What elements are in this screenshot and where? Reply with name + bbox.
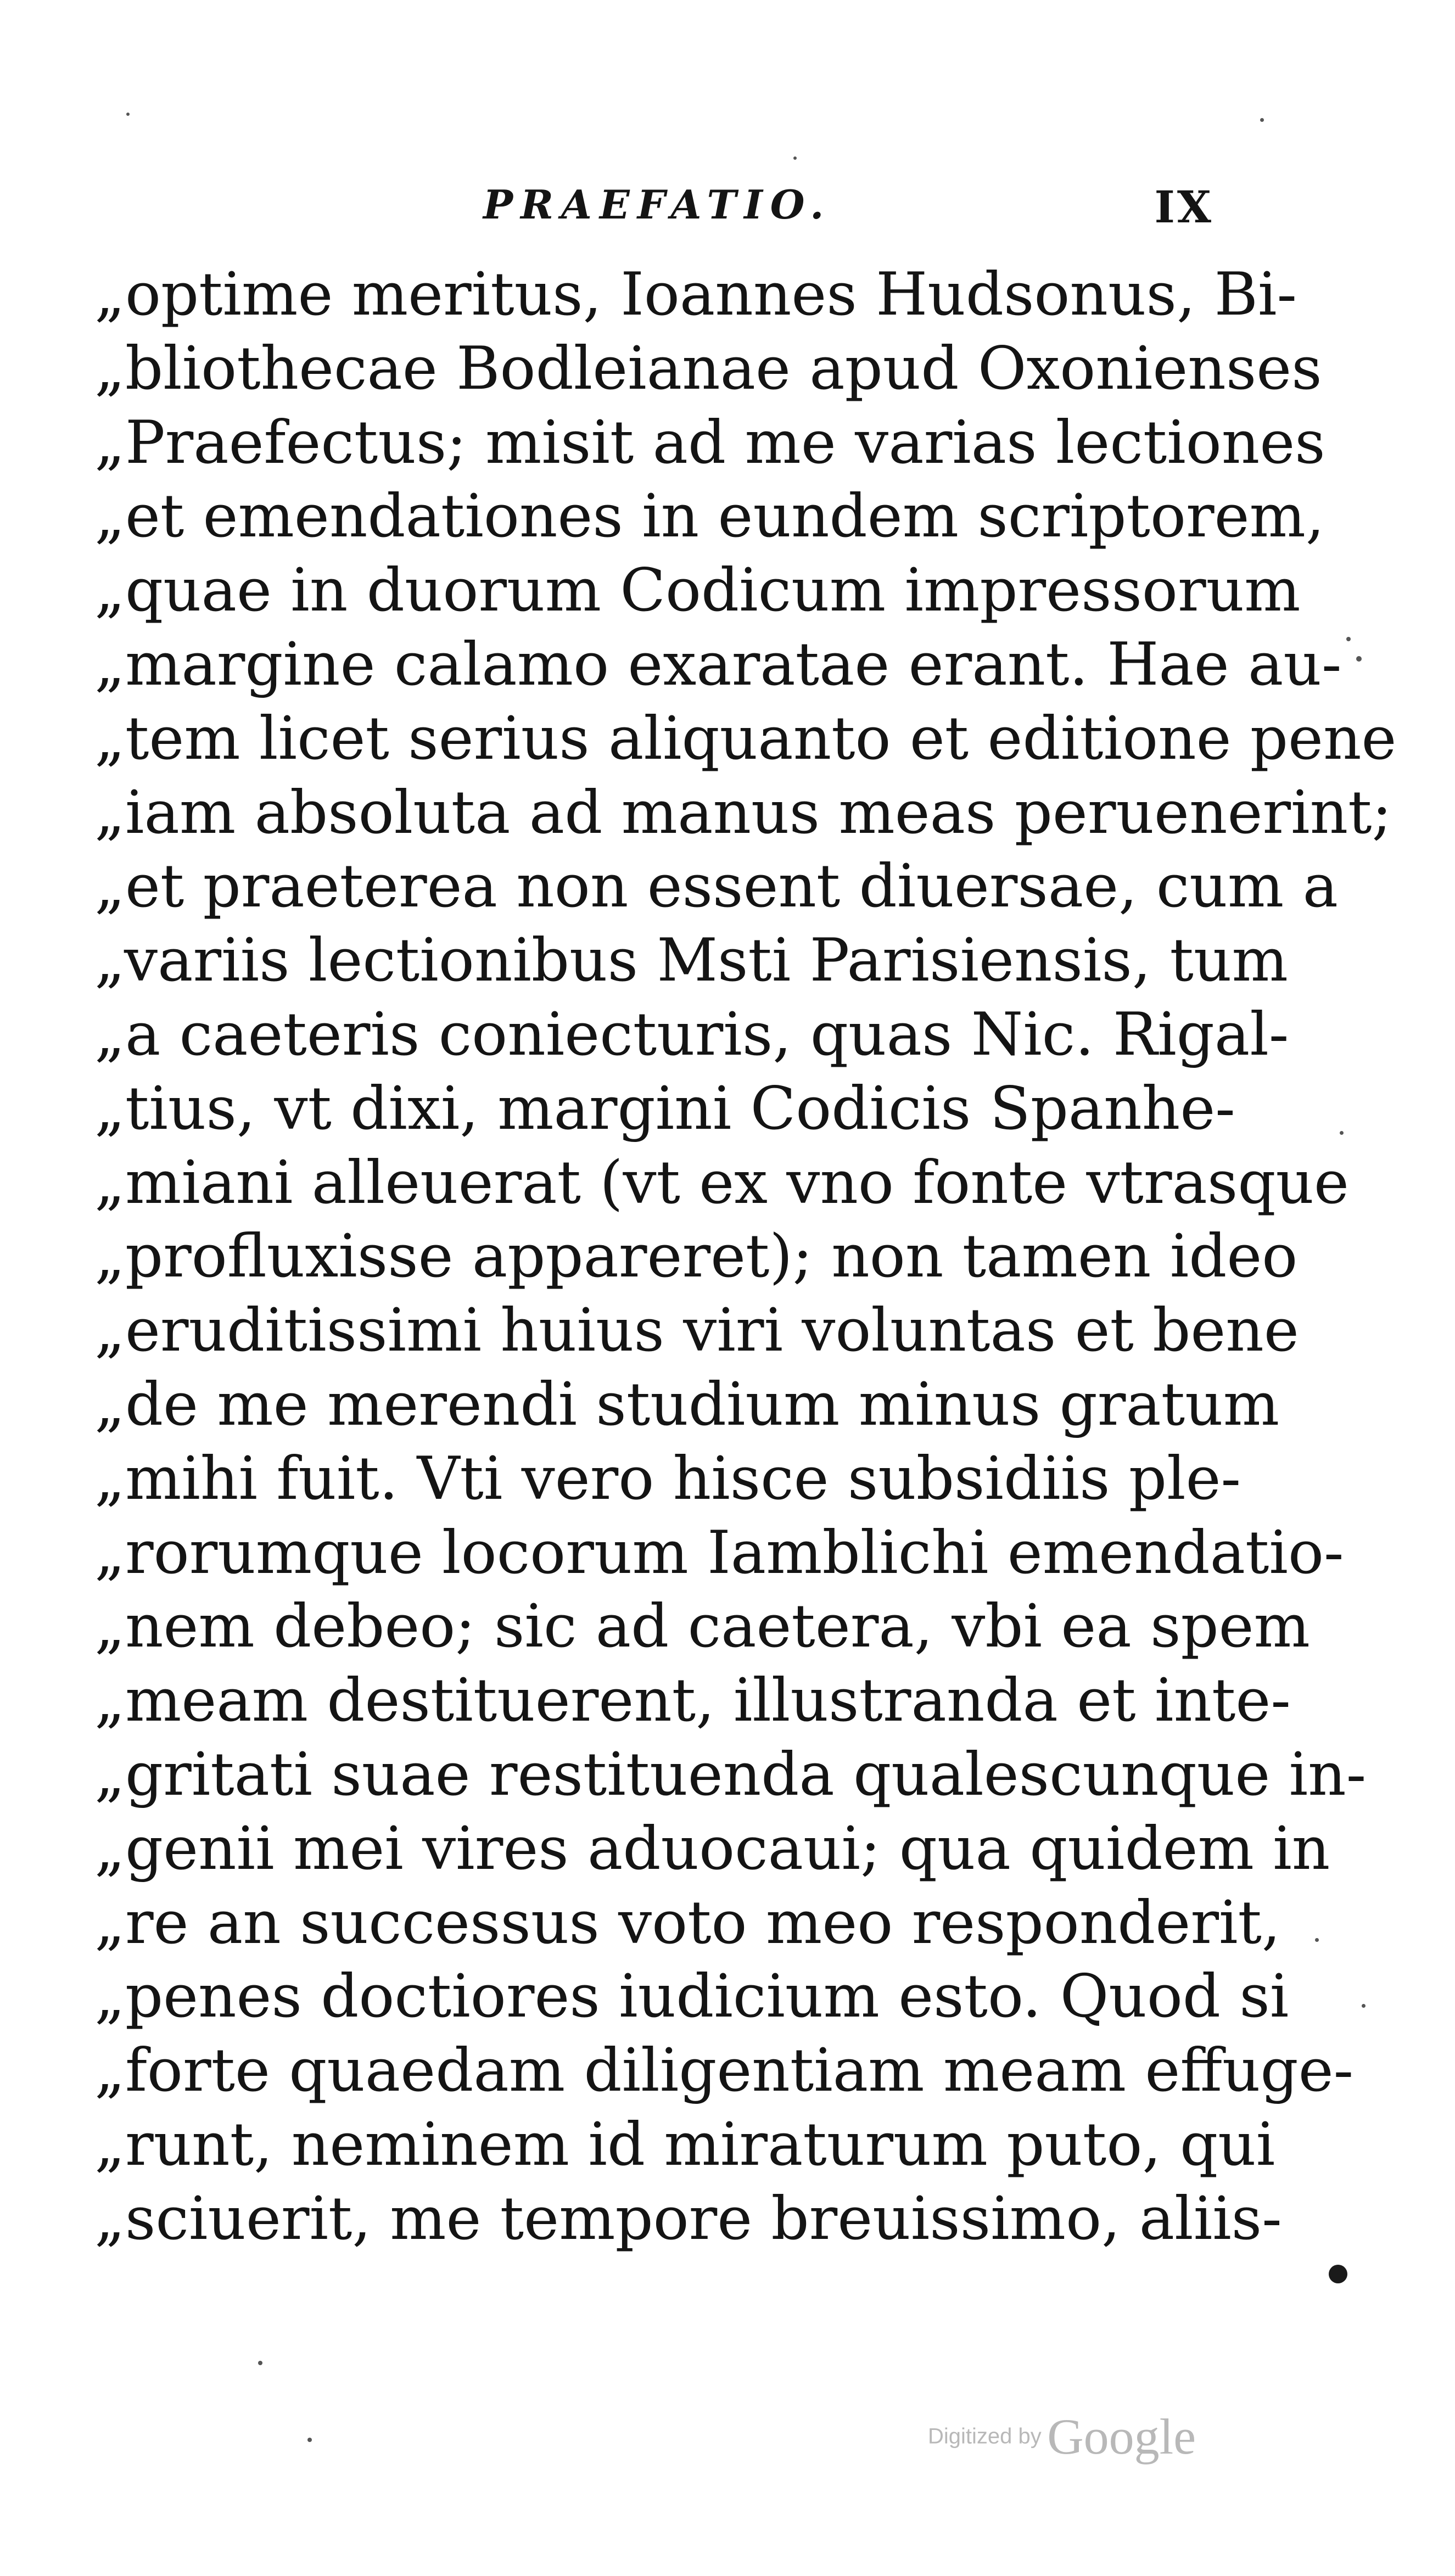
scan-speck [1260, 118, 1264, 122]
text-line: „eruditissimi huius viri voluntas et bene [94, 1296, 1299, 1365]
text-line: „a caeteris coniecturis, quas Nic. Rigal- [94, 1000, 1289, 1069]
text-line: „nem debeo; sic ad caetera, vbi ea spem [94, 1592, 1310, 1661]
scan-speck [258, 2361, 262, 2365]
text-line: „iam absoluta ad manus meas peruenerint; [94, 778, 1392, 847]
text-line: „bliothecae Bodleianae apud Oxonienses [94, 334, 1322, 403]
text-line: „re an successus voto meo responderit, [94, 1888, 1281, 1957]
scan-speck [1356, 656, 1362, 662]
text-line: „tius, vt dixi, margini Codicis Spanhe- [94, 1074, 1235, 1143]
text-line: „et praeterea non essent diuersae, cum a [94, 852, 1338, 921]
scan-speck [1329, 2265, 1347, 2283]
text-line: „et emendationes in eundem scriptorem, [94, 482, 1325, 551]
text-line: „sciuerit, me tempore breuissimo, aliis- [94, 2184, 1282, 2253]
text-line: „meam destituerent, illustranda et inte- [94, 1666, 1291, 1735]
text-line: „penes doctiores iudicium esto. Quod si [94, 1962, 1289, 2031]
text-line: „rorumque locorum Iamblichi emendatio- [94, 1518, 1344, 1587]
text-line: „runt, neminem id miraturum puto, qui [94, 2110, 1275, 2179]
text-line: „margine calamo exaratae erant. Hae au- [94, 630, 1342, 699]
text-line: „de me merendi studium minus gratum [94, 1370, 1280, 1439]
body-text [94, 258, 1397, 2256]
text-line: „optime meritus, Ioannes Hudsonus, Bi- [94, 260, 1297, 329]
running-title: PRAEFATIO. [483, 181, 832, 228]
scan-speck [793, 156, 797, 160]
scan-speck [307, 2438, 312, 2442]
text-line: „tem licet serius aliquanto et editione pene [94, 704, 1397, 773]
text-line: „forte quaedam diligentiam meam effuge- [94, 2036, 1354, 2105]
google-logo: Google [1047, 2409, 1196, 2465]
text-line: „miani alleuerat (vt ex vno fonte vtrasque [94, 1148, 1349, 1217]
scan-speck [126, 113, 130, 116]
text-line: „Praefectus; misit ad me varias lectiones [94, 408, 1325, 477]
text-line: „genii mei vires aduocaui; qua quidem in [94, 1814, 1330, 1883]
digitized-watermark [928, 2407, 1235, 2473]
running-head [137, 181, 1213, 242]
watermark-prefix: Digitized by [928, 2424, 1042, 2449]
text-line: „mihi fuit. Vti vero hisce subsidiis ple- [94, 1444, 1241, 1513]
text-line: „profluxisse appareret); non tamen ideo [94, 1222, 1298, 1291]
scan-speck [1362, 2004, 1366, 2008]
text-line: „variis lectionibus Msti Parisiensis, tum [94, 926, 1288, 995]
text-line: „gritati suae restituenda qualescunque in- [94, 1740, 1367, 1809]
scan-speck [1340, 1131, 1344, 1135]
text-line: „quae in duorum Codicum impressorum [94, 556, 1301, 625]
page-number: IX [1154, 181, 1213, 233]
scan-speck [1315, 1938, 1319, 1942]
scan-speck [1346, 637, 1351, 641]
